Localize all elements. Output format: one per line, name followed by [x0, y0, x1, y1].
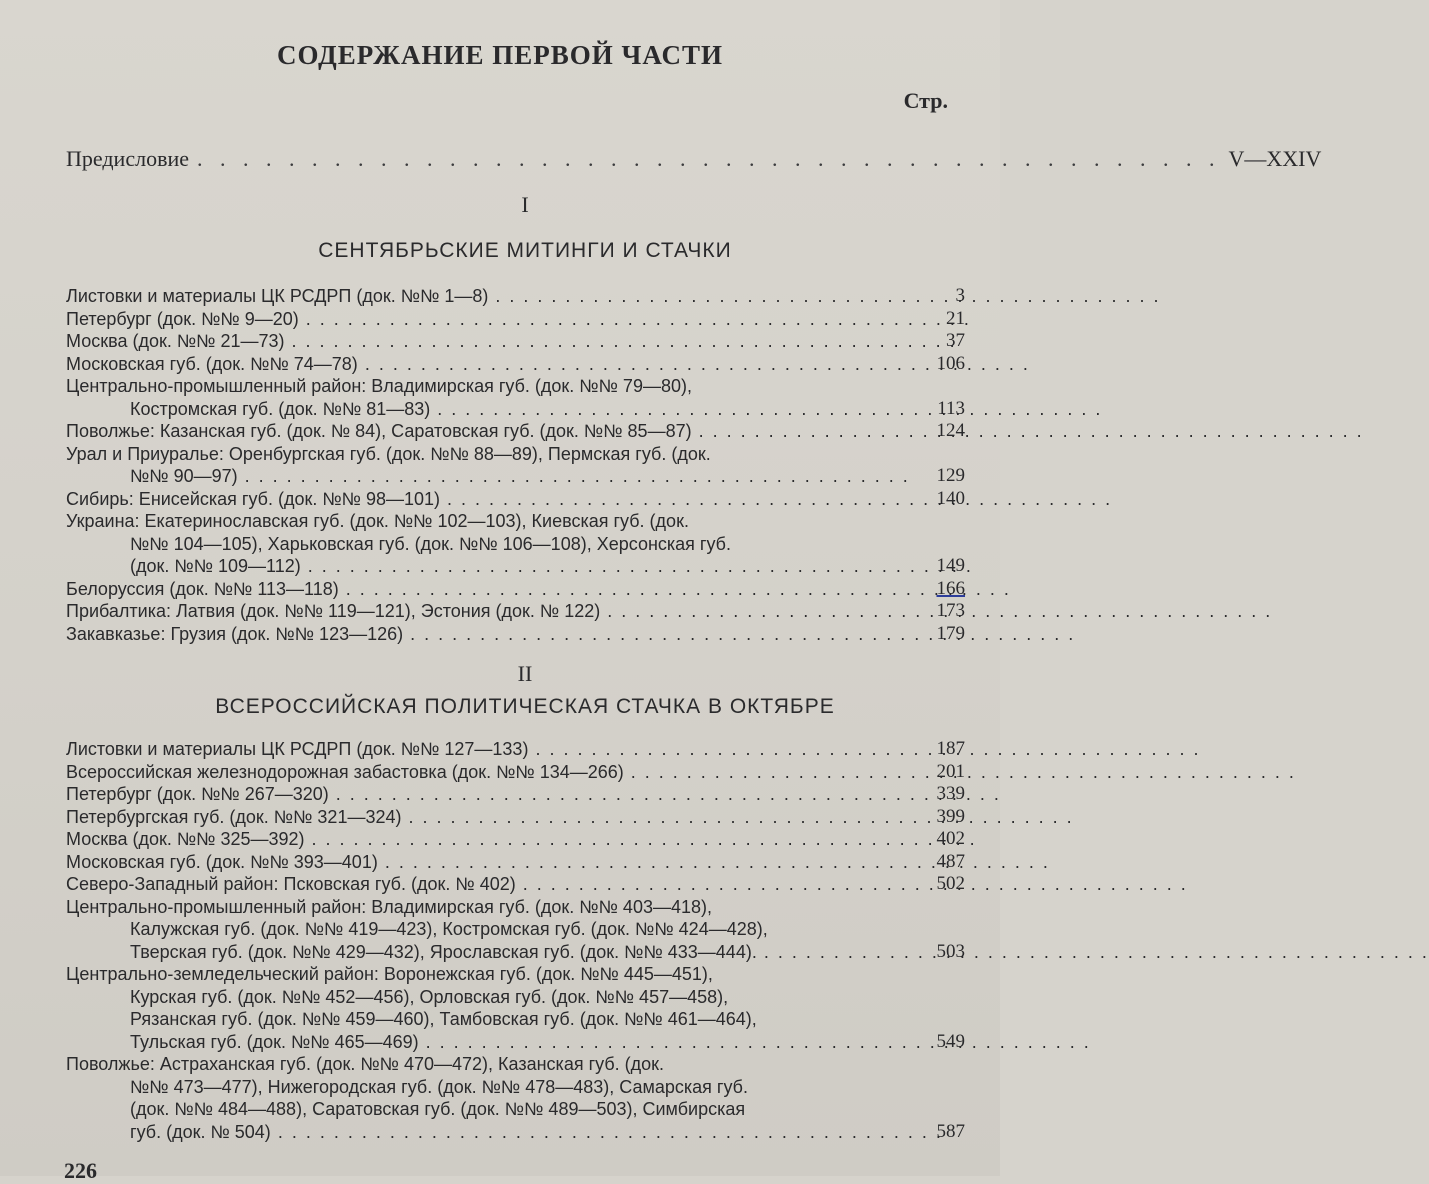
toc-entry-text [66, 488, 887, 511]
toc-entry-text [66, 353, 887, 376]
toc-entry-page: 173 [936, 600, 965, 621]
toc-entry-line: Костромская губ. (док. №№ 81—83) . . [66, 398, 887, 421]
toc-entry[interactable] [66, 420, 965, 443]
toc-entry-text [66, 963, 887, 1053]
page-column-label: Стр. [903, 88, 948, 113]
toc-entry[interactable] [66, 375, 965, 420]
toc-entry-text [66, 783, 887, 806]
toc-entry-line: (док. №№ 484—488), Саратовская губ. (док. №№ 489—503), Симбирская [130, 1099, 746, 1119]
toc-entry-text [66, 873, 887, 896]
toc-entry-page: 179 [936, 622, 965, 644]
toc-entry-text [66, 761, 887, 784]
toc-entry-line: №№ 90—97) . . [66, 465, 887, 488]
toc-entry-page: 549 [936, 1030, 965, 1052]
toc-entry-line: Поволжье: Астраханская губ. (док. №№ 470—472), Казанская губ. (док. [66, 1054, 665, 1074]
toc-entry-line: Урал и Приуралье: Оренбургская губ. (док. №№ 88—89), Пермская губ. (док. [66, 443, 711, 464]
toc-entry-page: 339 [936, 783, 965, 804]
toc-entry-line: Петербург (док. №№ 267—320) . . [66, 783, 887, 806]
toc-entry[interactable] [66, 353, 965, 376]
toc-entry[interactable] [66, 510, 965, 578]
toc-entry-line: Белоруссия (док. №№ 113—118) . . [66, 578, 887, 601]
toc-entry-line: Северо-Западный район: Псковская губ. (док. № 402) . . [66, 873, 887, 896]
toc-entry-text [66, 443, 887, 488]
toc-entry[interactable] [66, 578, 965, 601]
toc-entry-text [66, 851, 887, 874]
toc-entry-text [66, 330, 887, 353]
toc-entry-text [66, 510, 887, 578]
toc-entry-page: 21 [946, 307, 965, 329]
toc-entry-line: Тверская губ. (док. №№ 429—432), Ярославская губ. (док. №№ 433—444). . . [66, 941, 887, 964]
part-1-toc [66, 285, 965, 645]
toc-entry-page: 487 [936, 850, 965, 872]
toc-entry-text [66, 375, 887, 420]
toc-entry[interactable] [66, 1053, 965, 1143]
toc-entry-line: Центрально-промышленный район: Владимирская губ. (док. №№ 403—418), [66, 896, 712, 917]
page-title: СОДЕРЖАНИЕ ПЕРВОЙ ЧАСТИ [277, 40, 723, 70]
toc-entry-line: Листовки и материалы ЦК РСДРП (док. №№ 127—133) . . [66, 738, 887, 761]
toc-entry-line: Москва (док. №№ 21—73) . . [66, 330, 887, 353]
toc-entry-page: 502 [936, 873, 965, 894]
preface-entry[interactable] [66, 145, 1322, 173]
toc-entry-page: 140 [936, 487, 965, 509]
toc-entry-text [66, 1053, 887, 1143]
toc-entry-line: губ. (док. № 504) . . [66, 1121, 887, 1144]
part-1-heading: СЕНТЯБРЬСКИЕ МИТИНГИ И СТАЧКИ [318, 239, 732, 262]
toc-entry-line: Сибирь: Енисейская губ. (док. №№ 98—101) . . [66, 488, 887, 511]
toc-entry[interactable] [66, 488, 965, 511]
toc-entry[interactable] [66, 761, 965, 784]
toc-entry-page: 37 [946, 330, 965, 351]
toc-entry[interactable] [66, 285, 965, 308]
part-1-numeral: I [521, 192, 529, 217]
toc-entry-page: 106 [936, 352, 965, 374]
toc-entry[interactable] [66, 600, 965, 623]
part-2-toc [66, 738, 965, 1143]
toc-entry-line: Всероссийская железнодорожная забастовка (док. №№ 134—266) . . [66, 761, 887, 784]
toc-entry-line: Центрально-промышленный район: Владимирская губ. (док. №№ 79—80), [66, 376, 692, 396]
toc-entry[interactable] [66, 783, 965, 806]
leader-dots: . . . . . . . . . . . . . . . . . . . . . . . . . . . . . . . . . . . . . . . . . . . . . [197, 146, 1221, 171]
toc-entry-line: Петербургская губ. (док. №№ 321—324) . . [66, 806, 887, 829]
toc-entry-line: Листовки и материалы ЦК РСДРП (док. №№ 1—8) . . [66, 285, 887, 308]
toc-entry-page: 166 [936, 577, 965, 599]
toc-entry[interactable] [66, 896, 965, 964]
toc-entry-page: 113 [937, 397, 965, 419]
toc-entry-line: Центрально-земледельческий район: Воронежская губ. (док. №№ 445—451), [66, 964, 713, 984]
toc-entry-page: 201 [936, 760, 965, 782]
toc-entry-page: 503 [936, 940, 965, 962]
toc-entry-line: Московская губ. (док. №№ 393—401) . . [66, 851, 887, 874]
toc-entry-text [66, 420, 887, 443]
toc-entry-line: Украина: Екатеринославская губ. (док. №№ 102—103), Киевская губ. (док. [66, 511, 689, 531]
toc-entry[interactable] [66, 873, 965, 896]
footer-page-number: 226 [64, 1158, 97, 1183]
toc-entry-page: 129 [936, 465, 965, 486]
toc-entry-text [66, 600, 887, 623]
toc-entry-line: Закавказье: Грузия (док. №№ 123—126) . . [66, 623, 887, 646]
toc-entry-page: 149 [936, 555, 965, 576]
preface-pages: V—XXIV [1228, 146, 1322, 171]
toc-entry-line: Прибалтика: Латвия (док. №№ 119—121), Эстония (док. № 122) . . [66, 600, 887, 623]
toc-entry-line: Калужская губ. (док. №№ 419—423), Костромская губ. (док. №№ 424—428), [130, 919, 768, 939]
toc-entry[interactable] [66, 963, 965, 1053]
toc-entry-page: 124 [936, 420, 965, 441]
part-2-numeral: II [517, 661, 533, 686]
toc-entry-line: Московская губ. (док. №№ 74—78) . . [66, 353, 887, 376]
toc-entry-page: 402 [936, 828, 965, 849]
toc-entry-page: 3 [955, 285, 965, 306]
toc-entry[interactable] [66, 828, 965, 851]
toc-entry-line: Петербург (док. №№ 9—20) . . [66, 308, 887, 331]
toc-entry-line: Москва (док. №№ 325—392) . . [66, 828, 887, 851]
toc-entry[interactable] [66, 623, 965, 646]
toc-entry[interactable] [66, 330, 965, 353]
toc-entry-text [66, 308, 887, 331]
toc-entry-page: 587 [936, 1120, 965, 1142]
toc-entry-page: 187 [936, 738, 965, 759]
toc-entry[interactable] [66, 738, 965, 761]
toc-entry[interactable] [66, 443, 965, 488]
toc-entry-line: Курская губ. (док. №№ 452—456), Орловская губ. (док. №№ 457—458), [130, 986, 729, 1007]
toc-entry[interactable] [66, 851, 965, 874]
toc-entry-line: №№ 104—105), Харьковская губ. (док. №№ 106—108), Херсонская губ. [130, 533, 731, 554]
preface-label: Предисловие [66, 146, 189, 171]
toc-entry-page: 399 [936, 805, 965, 827]
toc-entry-line: Рязанская губ. (док. №№ 459—460), Тамбовская губ. (док. №№ 461—464), [130, 1009, 757, 1029]
toc-entry-line: №№ 473—477), Нижегородская губ. (док. №№ 478—483), Самарская губ. [130, 1076, 748, 1097]
toc-entry-text [66, 578, 887, 601]
toc-entry-line: Тульская губ. (док. №№ 465—469) . . [66, 1031, 887, 1054]
toc-entry-text [66, 285, 887, 308]
toc-entry-text [66, 806, 887, 829]
toc-entry[interactable] [66, 806, 965, 829]
toc-entry-text [66, 623, 887, 646]
toc-entry-text [66, 738, 887, 761]
toc-entry-line: Поволжье: Казанская губ. (док. № 84), Саратовская губ. (док. №№ 85—87) . . [66, 420, 887, 443]
toc-entry[interactable] [66, 308, 965, 331]
toc-entry-text [66, 896, 887, 964]
part-2-heading: ВСЕРОССИЙСКАЯ ПОЛИТИЧЕСКАЯ СТАЧКА В ОКТЯБРЕ [215, 695, 835, 718]
toc-entry-text [66, 828, 887, 851]
toc-entry-line: (док. №№ 109—112) . . [66, 555, 887, 578]
